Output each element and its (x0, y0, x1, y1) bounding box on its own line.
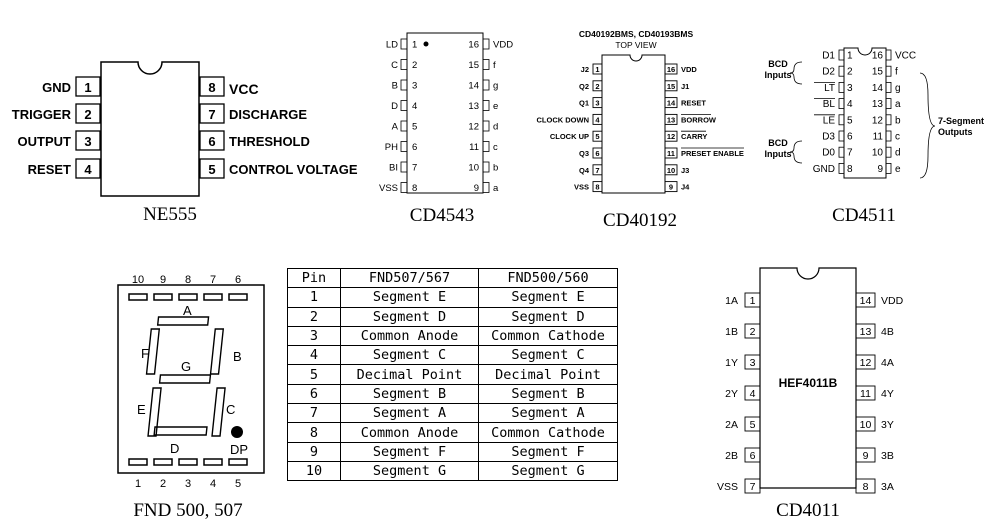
cd4511-label-a: a (895, 99, 901, 111)
ne555-label-control-voltage: CONTROL VOLTAGE (229, 162, 358, 177)
fnd-diagram (100, 265, 280, 495)
fnd-label-a: A (183, 303, 192, 318)
cd4511-label-c: c (895, 131, 900, 143)
pin-table-cell: 4 (288, 346, 341, 365)
cd4511-label-f: f (895, 66, 898, 78)
cd4543-label-e: e (493, 101, 499, 112)
fnd-top-pad-8 (179, 294, 197, 300)
cd4011-pin-num-10: 10 (859, 419, 872, 431)
cd4011-caption: CD4011 (776, 500, 840, 521)
pin-table-row (288, 404, 618, 423)
cd40192-pin-num-6: 6 (595, 149, 600, 158)
pin-table-cell: 5 (288, 365, 341, 384)
cd4543-label-bi: BI (389, 162, 398, 174)
cd4543-pin-num-1: 1 (412, 39, 418, 51)
pin-table-cell: Common Anode (341, 423, 479, 442)
cd4543-caption: CD4543 (409, 205, 475, 226)
cd4543-label-b: b (493, 162, 499, 174)
fnd-segment-dp (231, 426, 243, 438)
cd40192-caption: CD40192 (603, 210, 677, 231)
cd40192-label-reset: RESET (681, 98, 707, 108)
cd4011-pin-num-5: 5 (749, 419, 756, 431)
pin-table-header-row (288, 269, 618, 288)
cd4011-pin-num-2: 2 (749, 326, 756, 338)
cd4511-label-b: b (895, 115, 901, 127)
pin-table-row (288, 461, 618, 480)
pin-table-cell: Segment D (341, 307, 479, 326)
ne555-pin-num-3: 3 (84, 134, 92, 149)
cd40192-pin-num-12: 12 (666, 132, 676, 142)
fnd-top-pad-6 (229, 294, 247, 300)
cd40192-label-q2: Q2 (578, 81, 589, 91)
cd4511-segment-outputs-1: 7-Segment (938, 116, 985, 126)
pin-table-cell: 2 (288, 307, 341, 326)
cd4011-pin-num-11: 11 (860, 388, 871, 400)
cd4511-pin-num-10: 10 (871, 147, 883, 159)
cd4011-label-3y: 3Y (881, 419, 894, 431)
fnd-label-d: D (170, 441, 180, 456)
ne555-pin-num-4: 4 (84, 162, 92, 177)
cd40192-pin-num-15: 15 (666, 81, 676, 91)
cd4011-label-1a: 1A (725, 295, 738, 307)
pin-table-row (288, 442, 618, 461)
cd4543-label-c: c (493, 142, 498, 153)
fnd-bottom-pin-1: 1 (134, 478, 142, 490)
cd40192-label-j3: J3 (681, 165, 690, 175)
fnd-bottom-pin-4: 4 (209, 478, 217, 490)
ne555-label-reset: RESET (27, 162, 71, 177)
fnd-label-f: F (141, 346, 149, 361)
cd4011-pin-num-4: 4 (749, 388, 756, 400)
pin-table-cell: Segment E (479, 288, 618, 307)
cd40192-label-q1: Q1 (578, 98, 589, 108)
cd4511-bcd-inputs-top-1: BCD (768, 59, 788, 69)
cd40192-pin-num-3: 3 (595, 98, 600, 108)
cd4543-pin-num-5: 5 (412, 121, 418, 133)
cd4511-pin-num-14: 14 (871, 82, 883, 94)
cd4543-label-d: d (493, 121, 499, 133)
pin-table-row (288, 365, 618, 384)
ne555-label-vcc: VCC (229, 81, 259, 97)
cd4543-pin-num-12: 12 (468, 121, 479, 133)
cd40192-label-vss: VSS (573, 182, 589, 192)
cd4011-label-vss: VSS (716, 481, 738, 493)
cd4511-pin-num-11: 11 (872, 131, 883, 143)
cd4543-label-b: B (391, 80, 398, 92)
pin-table-cell: Common Anode (341, 326, 479, 345)
fnd-segment-g (160, 375, 211, 383)
cd40192-subheader: TOP VIEW (615, 40, 657, 50)
cd4511-label-d3: D3 (822, 131, 835, 143)
pin-table-cell: Segment D (479, 307, 618, 326)
ne555-label-trigger: TRIGGER (11, 107, 71, 122)
fnd-label-dp: DP (230, 442, 249, 457)
cd4511-pin-num-12: 12 (871, 115, 883, 127)
pin-table-cell: 3 (288, 326, 341, 345)
cd4543-pin-num-9: 9 (473, 183, 479, 194)
fnd-bottom-pad-4 (204, 459, 222, 465)
ne555-caption: NE555 (143, 204, 197, 225)
ne555-pin-num-2: 2 (84, 107, 92, 122)
cd4543-pin-num-4: 4 (412, 101, 418, 112)
pin-table-cell: 6 (288, 384, 341, 403)
cd4511-label-d: d (895, 147, 901, 159)
fnd-segment-d (154, 427, 207, 435)
cd4543-pin1-dot (424, 42, 429, 47)
cd4011-pin-num-12: 12 (859, 357, 872, 369)
pin-table-row (288, 288, 618, 307)
cd40192-label-j1: J1 (681, 81, 690, 91)
pin-table-row (288, 423, 618, 442)
cd4543-label-vdd: VDD (493, 39, 514, 51)
cd4511-label-e: e (895, 163, 901, 175)
pin-table-cell: Segment G (341, 461, 479, 480)
cd40192-pin-num-5: 5 (595, 132, 600, 142)
cd4011-pin-num-9: 9 (862, 450, 869, 462)
pin-table-cell: Segment F (479, 442, 618, 461)
ne555-pin-num-1: 1 (84, 80, 92, 95)
fnd-top-pin-9: 9 (159, 274, 167, 286)
cd4511-label-d0: D0 (822, 147, 835, 159)
cd40192-label-vdd: VDD (681, 65, 697, 74)
pin-table-cell: Common Cathode (479, 423, 618, 442)
cd4543-pin-num-2: 2 (412, 60, 418, 71)
cd4011-label-4y: 4Y (881, 388, 894, 400)
pin-table-cell: Segment F (341, 442, 479, 461)
pin-table-cell: Segment B (341, 384, 479, 403)
cd4011-label-4a: 4A (881, 357, 894, 369)
cd4511-label-gnd: GND (812, 163, 835, 175)
cd4543-label-ph: PH (384, 142, 398, 153)
cd4011-label-3b: 3B (881, 450, 894, 462)
cd4011-pin-num-3: 3 (749, 357, 756, 369)
cd4011-label-vdd: VDD (881, 295, 904, 307)
fnd-label-c: C (226, 402, 236, 417)
cd4011-label-1b: 1B (725, 326, 738, 338)
cd4511-diagram (750, 40, 991, 185)
fnd-bottom-pad-1 (129, 459, 147, 465)
cd4011-pin-num-8: 8 (862, 481, 869, 493)
cd4511-pin-num-1: 1 (847, 50, 853, 62)
cd4511-pin-num-4: 4 (847, 99, 853, 111)
pin-table-cell: Segment E (341, 288, 479, 307)
fnd-top-pin-8: 8 (184, 274, 192, 286)
cd40192-pin-num-2: 2 (595, 81, 600, 91)
pin-table-cell: 9 (288, 442, 341, 461)
cd40192-label-clock-down: CLOCK DOWN (536, 115, 589, 125)
cd4543-label-a: a (493, 183, 499, 194)
cd4543-pin-num-8: 8 (412, 183, 418, 194)
cd40192-pin-num-11: 11 (667, 149, 675, 158)
pin-table-cell: Segment A (341, 404, 479, 423)
ne555-pin-num-5: 5 (208, 162, 216, 177)
cd40192-label-q4: Q4 (578, 165, 589, 175)
cd4543-label-d: D (391, 101, 398, 112)
cd4543-pin-num-14: 14 (468, 80, 479, 92)
cd4011-label-1y: 1Y (725, 357, 738, 369)
cd4511-label-le: LE (822, 115, 835, 127)
cd4543-label-ld: LD (385, 39, 398, 51)
ne555-label-output: OUTPUT (17, 134, 71, 149)
cd4543-pin-num-10: 10 (468, 162, 479, 174)
cd4011-label-4b: 4B (881, 326, 894, 338)
cd40192-diagram (525, 25, 755, 200)
pin-table-cell: 10 (288, 461, 341, 480)
cd4011-label-3a: 3A (881, 481, 894, 493)
fnd-bottom-pin-3: 3 (184, 478, 192, 490)
fnd-label-g: G (181, 359, 192, 374)
cd4511-label-g: g (895, 82, 901, 94)
pin-table-header-fnd507: FND507/567 (341, 269, 479, 288)
cd40192-label-carry: CARRY (681, 132, 708, 142)
fnd-top-pin-7: 7 (209, 274, 217, 286)
cd4543-pin-num-11: 11 (469, 142, 479, 153)
pin-table-cell: Segment C (341, 346, 479, 365)
cd40192-label-j2: J2 (580, 65, 589, 74)
cd4511-pin-num-15: 15 (871, 66, 883, 78)
pin-table-cell: Decimal Point (479, 365, 618, 384)
fnd-segment-b (211, 329, 224, 374)
cd40192-pin-num-9: 9 (668, 182, 674, 192)
cd4011-pin-num-7: 7 (749, 481, 756, 493)
cd4011-pin-num-13: 13 (859, 326, 872, 338)
cd40192-pin-num-10: 10 (666, 165, 676, 175)
cd40192-label-j4: J4 (681, 182, 690, 192)
cd40192-pin-num-8: 8 (595, 182, 600, 192)
cd40192-label-borrow: BORROW (681, 115, 716, 125)
cd40192-pin-num-13: 13 (666, 115, 676, 125)
pin-table-row (288, 384, 618, 403)
pin-table (287, 268, 618, 481)
pin-table-row (288, 326, 618, 345)
ne555-label-gnd: GND (42, 80, 71, 95)
cd4543-pin-num-16: 16 (468, 39, 479, 51)
cd4011-diagram (700, 265, 920, 495)
cd4511-segment-outputs-2: Outputs (938, 127, 973, 137)
pin-table-cell: 8 (288, 423, 341, 442)
cd4511-bcd-inputs-top-2: Inputs (764, 70, 792, 80)
cd4543-pin-num-3: 3 (412, 80, 418, 92)
cd4511-pin-num-5: 5 (847, 115, 853, 127)
cd4511-pin-num-2: 2 (847, 66, 853, 78)
cd4011-chip-label: HEF4011B (778, 376, 838, 390)
pin-table-cell: Segment B (479, 384, 618, 403)
cd4511-bcd-inputs-bottom-2: Inputs (764, 149, 792, 159)
cd4011-label-2a: 2A (725, 419, 738, 431)
cd4011-label-2b: 2B (725, 450, 738, 462)
cd4011-label-2y: 2Y (725, 388, 738, 400)
ne555-body (101, 62, 199, 196)
pin-table-cell: 1 (288, 288, 341, 307)
ne555-pin-num-6: 6 (208, 134, 216, 149)
cd4511-caption: CD4511 (832, 205, 896, 226)
cd4543-label-vss: VSS (378, 183, 398, 194)
cd4511-label-lt: LT (824, 82, 835, 94)
cd40192-pin-num-16: 16 (666, 65, 676, 74)
cd4511-pin-num-16: 16 (871, 50, 883, 62)
cd4511-label-d2: D2 (822, 66, 835, 78)
cd40192-pin-num-4: 4 (595, 115, 600, 125)
ne555-pin-num-8: 8 (208, 80, 216, 95)
ne555-label-discharge: DISCHARGE (229, 107, 308, 122)
cd4011-pin-num-6: 6 (749, 450, 756, 462)
cd4543-label-f: f (493, 60, 496, 71)
cd4543-label-a: A (391, 121, 398, 133)
fnd-top-pin-6: 6 (234, 274, 242, 286)
cd40192-pin-num-14: 14 (666, 98, 676, 108)
fnd-bottom-pad-3 (179, 459, 197, 465)
pin-table-header-pin: Pin (288, 269, 341, 288)
fnd-bottom-pin-5: 5 (234, 478, 242, 490)
cd4011-pin-num-1: 1 (749, 295, 756, 307)
fnd-label-b: B (233, 349, 242, 364)
cd4543-label-c: C (391, 60, 398, 71)
pin-table-cell: Segment G (479, 461, 618, 480)
fnd-caption: FND 500, 507 (133, 500, 243, 521)
cd40192-label-preset-enable: PRESET ENABLE (681, 149, 744, 158)
cd4511-bcd-inputs-bottom-1: BCD (768, 138, 788, 148)
pin-table-header-fnd500: FND500/560 (479, 269, 618, 288)
cd40192-label-q3: Q3 (578, 149, 589, 158)
fnd-bottom-pin-2: 2 (159, 478, 167, 490)
ne555-diagram (0, 0, 370, 200)
cd4511-label-vcc: VCC (895, 50, 917, 62)
cd4511-pin-num-13: 13 (871, 99, 883, 111)
pin-table-row (288, 307, 618, 326)
cd4511-label-bl: BL (822, 99, 835, 111)
cd4543-label-g: g (493, 80, 499, 92)
cd4543-pin-num-6: 6 (412, 142, 418, 153)
cd4511-label-d1: D1 (822, 50, 835, 62)
pin-table-cell: Common Cathode (479, 326, 618, 345)
fnd-top-pad-9 (154, 294, 172, 300)
pin-table-cell: Segment C (479, 346, 618, 365)
fnd-top-pad-10 (129, 294, 147, 300)
cd4543-diagram (370, 30, 520, 200)
pin-table-cell: Decimal Point (341, 365, 479, 384)
cd40192-header: CD40192BMS, CD40193BMS (578, 29, 694, 39)
fnd-bottom-pad-2 (154, 459, 172, 465)
cd4511-pin-num-9: 9 (877, 163, 883, 175)
cd4511-pin-num-7: 7 (847, 147, 853, 159)
cd40192-label-clock-up: CLOCK UP (549, 132, 589, 142)
cd4511-pin-num-8: 8 (847, 163, 853, 175)
fnd-label-e: E (137, 402, 146, 417)
pin-table-cell: Segment A (479, 404, 618, 423)
cd4543-pin-num-15: 15 (468, 60, 479, 71)
pin-table-cell: 7 (288, 404, 341, 423)
fnd-segment-a (158, 317, 209, 325)
cd4511-pin-num-6: 6 (847, 131, 853, 143)
cd4011-pin-num-14: 14 (859, 295, 872, 307)
cd4543-pin-num-7: 7 (412, 162, 418, 174)
cd4543-pin-num-13: 13 (468, 101, 479, 112)
fnd-segment-c (212, 388, 225, 436)
ne555-pin-num-7: 7 (208, 107, 216, 122)
cd40192-pin-num-7: 7 (595, 165, 600, 175)
cd4511-pin-num-3: 3 (847, 82, 853, 94)
pin-table-row (288, 346, 618, 365)
fnd-bottom-pad-5 (229, 459, 247, 465)
fnd-top-pin-10: 10 (131, 274, 145, 286)
fnd-top-pad-7 (204, 294, 222, 300)
cd40192-pin-num-1: 1 (595, 65, 600, 74)
ne555-label-threshold: THRESHOLD (229, 134, 310, 149)
